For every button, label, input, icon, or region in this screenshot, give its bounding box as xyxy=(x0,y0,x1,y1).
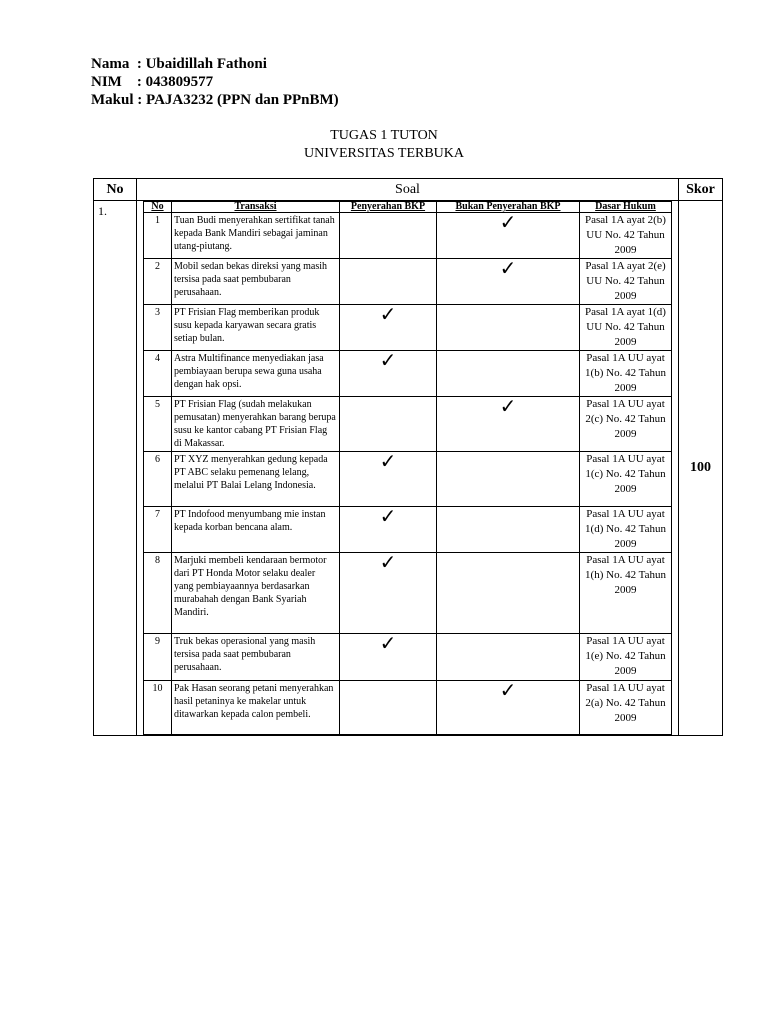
legal-basis: Pasal 1A UU ayat 1(c) No. 42 Tahun 2009 xyxy=(580,452,672,507)
row-number: 8 xyxy=(144,553,172,634)
non-bkp-check-icon: ✓ xyxy=(437,397,580,452)
non-bkp-check-icon xyxy=(437,507,580,553)
transaction-text: Pak Hasan seorang petani menyerahkan hasil petaninya ke makelar untuk ditawarkan kepada calon pembeli. xyxy=(172,681,340,735)
row-number: 5 xyxy=(144,397,172,452)
course-row xyxy=(91,91,339,109)
row-number: 4 xyxy=(144,351,172,397)
col-bukan-penyerahan-bkp: Bukan Penyerahan BKP xyxy=(437,202,580,213)
col-no: No xyxy=(144,202,172,213)
non-bkp-check-icon: ✓ xyxy=(437,213,580,259)
legal-basis: Pasal 1A ayat 1(d) UU No. 42 Tahun 2009 xyxy=(580,305,672,351)
transaction-row xyxy=(144,305,672,351)
row-number: 6 xyxy=(144,452,172,507)
transaction-text: Truk bekas operasional yang masih tersisa pada saat pembubaran perusahaan. xyxy=(172,634,340,681)
header-no: No xyxy=(94,179,137,201)
transaction-row xyxy=(144,259,672,305)
transaction-row xyxy=(144,213,672,259)
transaction-text: PT XYZ menyerahkan gedung kepada PT ABC selaku pemenang lelang, melalui PT Balai Lelang Indonesia. xyxy=(172,452,340,507)
legal-basis: Pasal 1A UU ayat 1(e) No. 42 Tahun 2009 xyxy=(580,634,672,681)
nim-row xyxy=(91,73,339,91)
transaction-text: Astra Multifinance menyediakan jasa pembiayaan berupa sewa guna usaha dengan hak opsi. xyxy=(172,351,340,397)
row-number: 3 xyxy=(144,305,172,351)
answer-table-header xyxy=(94,179,723,201)
row-number: 7 xyxy=(144,507,172,553)
bkp-check-icon: ✓ xyxy=(340,634,437,681)
transaction-row xyxy=(144,507,672,553)
bkp-check-icon xyxy=(340,397,437,452)
non-bkp-check-icon: ✓ xyxy=(437,681,580,735)
question-number: 1. xyxy=(94,201,137,736)
transaction-row xyxy=(144,553,672,634)
bkp-check-icon: ✓ xyxy=(340,305,437,351)
non-bkp-check-icon xyxy=(437,634,580,681)
header-skor: Skor xyxy=(679,179,723,201)
course-label: Makul : xyxy=(91,92,147,108)
bkp-check-icon xyxy=(340,259,437,305)
non-bkp-check-icon: ✓ xyxy=(437,259,580,305)
university-title: UNIVERSITAS TERBUKA xyxy=(303,146,464,161)
bkp-check-icon xyxy=(340,213,437,259)
score-value: 100 xyxy=(679,201,723,736)
legal-basis: Pasal 1A UU ayat 2(a) No. 42 Tahun 2009 xyxy=(580,681,672,735)
row-number: 10 xyxy=(144,681,172,735)
legal-basis: Pasal 1A UU ayat 1(b) No. 42 Tahun 2009 xyxy=(580,351,672,397)
legal-basis: Pasal 1A UU ayat 2(c) No. 42 Tahun 2009 xyxy=(580,397,672,452)
transaction-row xyxy=(144,351,672,397)
transaction-row xyxy=(144,397,672,452)
legal-basis: Pasal 1A UU ayat 1(d) No. 42 Tahun 2009 xyxy=(580,507,672,553)
transaction-text: PT Indofood menyumbang mie instan kepada korban bencana alam. xyxy=(172,507,340,553)
non-bkp-check-icon xyxy=(437,351,580,397)
bkp-check-icon: ✓ xyxy=(340,507,437,553)
assignment-title: TUGAS 1 TUTON xyxy=(330,128,438,143)
bkp-check-icon xyxy=(340,681,437,735)
non-bkp-check-icon xyxy=(437,452,580,507)
transaction-text: PT Frisian Flag memberikan produk susu kepada karyawan secara gratis setiap bulan. xyxy=(172,305,340,351)
col-penyerahan-bkp: Penyerahan BKP xyxy=(340,202,437,213)
transaction-table xyxy=(143,201,672,735)
bkp-check-icon: ✓ xyxy=(340,452,437,507)
transaction-text: Tuan Budi menyerahkan sertifikat tanah kepada Bank Mandiri sebagai jaminan utang-piutang. xyxy=(172,213,340,259)
student-info xyxy=(91,55,339,109)
col-dasar-hukum: Dasar Hukum xyxy=(580,202,672,213)
col-transaksi: Transaksi xyxy=(172,202,340,213)
name-row xyxy=(91,55,339,73)
transaction-text: Mobil sedan bekas direksi yang masih tersisa pada saat pembubaran perusahaan. xyxy=(172,259,340,305)
row-number: 2 xyxy=(144,259,172,305)
legal-basis: Pasal 1A UU ayat 1(h) No. 42 Tahun 2009 xyxy=(580,553,672,634)
row-number: 1 xyxy=(144,213,172,259)
bkp-check-icon: ✓ xyxy=(340,351,437,397)
name-label: Nama : xyxy=(91,56,146,72)
transaction-row xyxy=(144,681,672,735)
answer-table xyxy=(93,178,723,736)
answer-row xyxy=(94,201,723,736)
name-value: Ubaidillah Fathoni xyxy=(145,56,267,72)
non-bkp-check-icon xyxy=(437,305,580,351)
transaction-text: Marjuki membeli kendaraan bermotor dari PT Honda Motor selaku dealer yang pembiayaannya berdasarkan murabahah dengan Bank Syariah Mandiri. xyxy=(172,553,340,634)
nim-value: 043809577 xyxy=(145,74,214,90)
legal-basis: Pasal 1A ayat 2(b) UU No. 42 Tahun 2009 xyxy=(580,213,672,259)
non-bkp-check-icon xyxy=(437,553,580,634)
question-body xyxy=(137,201,679,736)
row-number: 9 xyxy=(144,634,172,681)
legal-basis: Pasal 1A ayat 2(e) UU No. 42 Tahun 2009 xyxy=(580,259,672,305)
course-value: PAJA3232 (PPN dan PPnBM) xyxy=(146,92,339,108)
bkp-check-icon: ✓ xyxy=(340,553,437,634)
transaction-text: PT Frisian Flag (sudah melakukan pemusatan) menyerahkan barang berupa susu ke kantor cabang PT Frisian Flag di Makassar. xyxy=(172,397,340,452)
header-soal: Soal xyxy=(137,179,679,201)
transaction-header xyxy=(144,202,672,213)
nim-label: NIM : xyxy=(91,74,146,90)
transaction-row xyxy=(144,634,672,681)
transaction-row xyxy=(144,452,672,507)
